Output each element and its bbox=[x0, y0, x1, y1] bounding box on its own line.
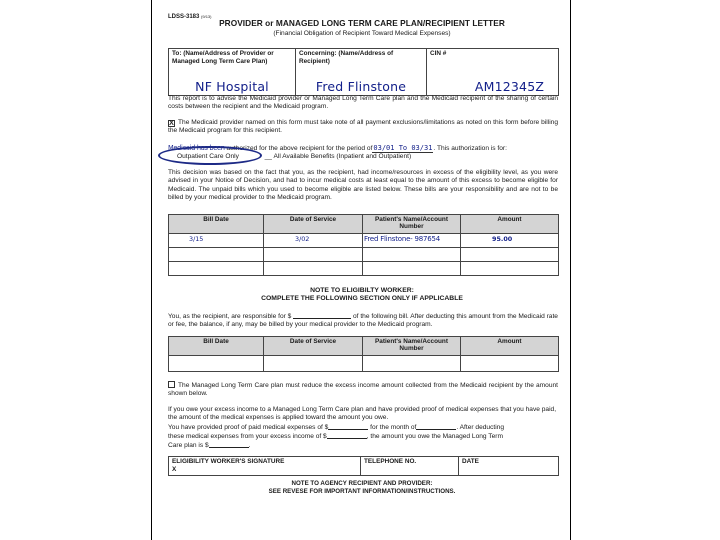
mltc-note-checkbox[interactable] bbox=[168, 381, 175, 388]
cin-label: CIN # bbox=[430, 50, 447, 57]
table-row bbox=[169, 356, 559, 372]
col-patient-account: Patient's Name/Account Number bbox=[363, 215, 461, 234]
form-title: PROVIDER or MANAGED LONG TERM CARE PLAN/RECIPIENT LETTER bbox=[219, 18, 505, 28]
table-row bbox=[169, 234, 559, 248]
cell-amount[interactable] bbox=[461, 262, 559, 276]
responsible-amount-field[interactable] bbox=[293, 312, 351, 319]
cell-patient-account[interactable]: Fred Flinstone- 987654 bbox=[363, 234, 461, 248]
bills-table bbox=[168, 214, 559, 276]
cell-bill-date[interactable] bbox=[169, 262, 264, 276]
cell-patient-account[interactable] bbox=[363, 356, 461, 372]
col-bill-date: Bill Date bbox=[169, 337, 264, 356]
provider-note-text: The Medicaid provider named on this form must take note of all payment exclusions/limitations as noted on this form before billing the Medicaid program for this recipient. bbox=[168, 119, 558, 135]
table-row bbox=[169, 262, 559, 276]
provider-note bbox=[168, 119, 558, 136]
month-label: for the month of bbox=[370, 423, 417, 431]
cell-date-of-service[interactable]: 3/02 bbox=[264, 234, 363, 248]
cell-date-of-service[interactable] bbox=[264, 262, 363, 276]
concerning-label: Concerning: (Name/Address of Recipient) bbox=[299, 50, 394, 65]
to-label: To: (Name/Address of Provider or Managed Long Term Care Plan) bbox=[172, 50, 274, 65]
option-outpatient[interactable]: Outpatient Care Only bbox=[177, 153, 239, 160]
to-cell[interactable] bbox=[169, 49, 296, 96]
mltc-note bbox=[168, 381, 558, 399]
care-plan-amount-field[interactable] bbox=[209, 441, 249, 448]
to-value: NF Hospital bbox=[195, 79, 269, 94]
signature-cell[interactable] bbox=[169, 457, 361, 476]
telephone-cell[interactable] bbox=[361, 457, 459, 476]
header-table bbox=[168, 48, 559, 96]
worker-note bbox=[152, 287, 572, 304]
cell-date-of-service[interactable] bbox=[264, 248, 363, 262]
concerning-cell[interactable] bbox=[296, 49, 427, 96]
authorization-suffix: . This authorization is for: bbox=[433, 145, 507, 152]
bills-table-header bbox=[169, 215, 559, 234]
col-amount: Amount bbox=[461, 215, 559, 234]
authorization-text: authorized for the above recipient for the period of bbox=[226, 145, 373, 152]
amount-owed-label: , the amount you owe the Managed Long Term bbox=[366, 432, 503, 440]
excess-income-field[interactable] bbox=[327, 432, 367, 439]
form-subtitle: (Financial Obligation of Recipient Toward Medical Expenses) bbox=[273, 30, 451, 37]
signature-table bbox=[168, 456, 559, 476]
paid-expenses-label: You have provided proof of paid medical expenses of $ bbox=[168, 423, 329, 431]
concerning-value: Fred Flinstone bbox=[315, 79, 407, 94]
cell-date-of-service[interactable] bbox=[264, 356, 363, 372]
table-row bbox=[169, 248, 559, 262]
responsible-text-before: You, as the recipient, are responsible for $ bbox=[168, 313, 292, 320]
cell-amount[interactable] bbox=[461, 248, 559, 262]
care-plan-amount-label: Care plan is $ bbox=[168, 442, 209, 450]
excess-income-line1: If you owe your excess income to a Managed Long Term Care plan and have provided proof of medical expenses that you have paid, the amount of the medical expenses is applied toward the amount you owe. bbox=[168, 406, 557, 422]
decision-text: This decision was based on the fact that you, as the recipient, had income/resources in excess of the eligibility level, as you were advised in your Notice of Decision, and had to incur medical costs at least equal to the amount of this excess to become eligible for Medicaid. The unpaid bills which you used to become eligible are listed below. These bills are your responsibility and are not to be billed by your medical provider to the Medicaid program. bbox=[168, 169, 558, 201]
option-all-blank[interactable]: __ bbox=[264, 153, 272, 160]
cell-bill-date[interactable]: 3/15 bbox=[169, 234, 264, 248]
signature-label: ELIGIBILITY WORKER'S SIGNATURE bbox=[172, 458, 285, 465]
excess-income-section bbox=[168, 406, 558, 450]
worker-note-line2: COMPLETE THE FOLLOWING SECTION ONLY IF APPLICABLE bbox=[261, 295, 463, 303]
telephone-label: TELEPHONE NO. bbox=[364, 458, 417, 465]
footer-note bbox=[152, 480, 572, 496]
document-page bbox=[151, 0, 571, 540]
paid-expenses-field[interactable] bbox=[328, 423, 368, 430]
date-cell[interactable] bbox=[459, 457, 559, 476]
provider-note-checkbox[interactable]: X bbox=[169, 120, 174, 127]
cell-patient-account[interactable] bbox=[363, 262, 461, 276]
signature-mark: X bbox=[172, 465, 177, 473]
form-revision: (9/13) bbox=[201, 14, 212, 19]
month-field[interactable] bbox=[416, 423, 456, 430]
footer-note-line2: SEE REVESE FOR IMPORTANT INFORMATION/INSTRUCTIONS. bbox=[268, 488, 456, 495]
cell-bill-date[interactable] bbox=[169, 356, 264, 372]
mltc-note-text: The Managed Long Term Care plan must reduce the excess income amount collected from the Medicaid recipient by the amount shown below. bbox=[168, 382, 558, 398]
cell-patient-account[interactable] bbox=[363, 248, 461, 262]
date-label: DATE bbox=[462, 458, 479, 465]
worker-note-line1: NOTE TO ELIGIBILTY WORKER: bbox=[310, 287, 414, 294]
after-deducting-label: . After deducting bbox=[456, 423, 505, 431]
responsible-text-after: of the following bill. After deducting this amount from the Medicaid rate or fee, the balance, if any, may be billed by your medical provider to the Medicaid program. bbox=[168, 313, 558, 329]
cell-amount[interactable]: 95.00 bbox=[461, 234, 559, 248]
cin-value: AM12345Z bbox=[474, 79, 545, 94]
col-date-of-service: Date of Service bbox=[264, 215, 363, 234]
bills-table-2-header bbox=[169, 337, 559, 356]
bills-table-2 bbox=[168, 336, 559, 372]
intro-text: This report is to advise the Medicaid provider or Managed Long Term Care plan and the Medicaid recipient of the sharing of certain costs between the recipient and the Medicaid program. bbox=[168, 95, 558, 111]
col-date-of-service: Date of Service bbox=[264, 337, 363, 356]
form-number: LDSS-3183 bbox=[168, 14, 200, 20]
option-all-benefits[interactable]: All Available Benefits (Inpatient and Outpatient) bbox=[273, 153, 412, 160]
selection-ellipse bbox=[158, 146, 262, 165]
cell-amount[interactable] bbox=[461, 356, 559, 372]
col-amount: Amount bbox=[461, 337, 559, 356]
authorization-period[interactable]: 03/01 To 03/31 bbox=[373, 144, 433, 152]
col-bill-date: Bill Date bbox=[169, 215, 264, 234]
excess-income-label: these medical expenses from your excess income of $ bbox=[168, 432, 327, 440]
col-patient-account: Patient's Name/Account Number bbox=[363, 337, 461, 356]
cin-cell[interactable] bbox=[427, 49, 559, 96]
cell-bill-date[interactable] bbox=[169, 248, 264, 262]
scribbled-text: Medicaid has been bbox=[168, 144, 225, 152]
period-mark: . bbox=[248, 442, 251, 450]
responsible-text bbox=[168, 312, 558, 330]
footer-note-line1: NOTE TO AGENCY RECIPIENT AND PROVIDER: bbox=[291, 480, 433, 487]
